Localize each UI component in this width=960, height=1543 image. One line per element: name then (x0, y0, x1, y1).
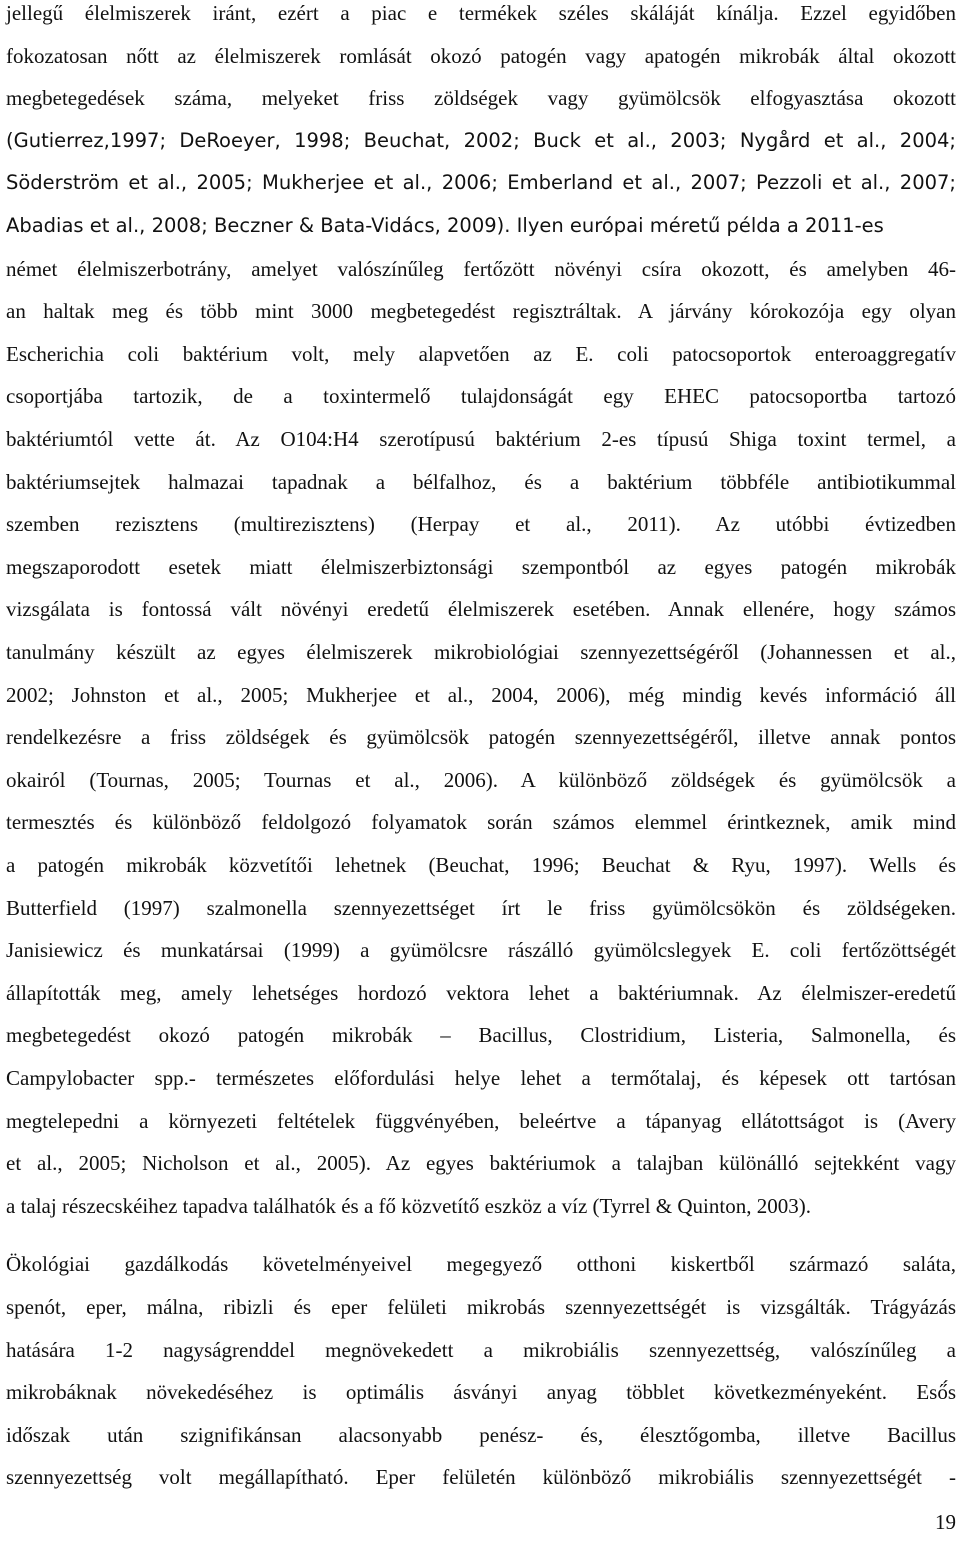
text-line: megtelepedni a környezeti feltételek függvényében, beleértve a tápanyag ellátottságot is (Avery (6, 1108, 956, 1133)
text-line: megbetegedések száma, melyeket friss zöldségek vagy gyümölcsök elfogyasztása okozott (6, 86, 956, 111)
text-line: Campylobacter spp.- természetes előfordulási helye lehet a termőtalaj, és képesek ott tartósan (6, 1066, 956, 1090)
text-line: mikrobáknak növekedéséhez is optimális ásványi anyag többlet következményeként. Eső́s (6, 1380, 956, 1405)
text-line: (Gutierrez,1997; DeRoeyer, 1998; Beuchat, 2002; Buck et al., 2003; Nygård et al., 2004; (6, 128, 956, 152)
text-line: Butterfield (1997) szalmonella szennyezettséget írt le friss gyümölcsökön és zöldségeken. (6, 895, 956, 920)
text-line: spenót, eper, málna, ribizli és eper felületi mikrobás szennyezettségét is vizsgálták. Trágyázás (6, 1295, 956, 1319)
text-line: német élelmiszerbotrány, amelyet valószínűleg fertőzött növényi csíra okozott, és amelyben 46- (6, 256, 956, 281)
text-line: 2002; Johnston et al., 2005; Mukherjee et al., 2004, 2006), még mindig kevés információ áll (6, 682, 956, 707)
text-line: baktériumtól vette át. Az O104:H4 szerotípusú baktérium 2-es típusú Shiga toxint termel, a (6, 427, 956, 451)
text-line: csoportjába tartozik, de a toxintermelő tulajdonságát egy EHEC patocsoportba tartozó (6, 384, 956, 409)
text-line: jellegű élelmiszerek iránt, ezért a piac e termékek széles skáláját kínálja. Ezzel egyidőben (6, 1, 956, 25)
text-line: hatására 1-2 nagyságrenddel megnövekedett a mikrobiális szennyezettség, valószínűleg a (6, 1337, 956, 1362)
text-line: vizsgálata is fontossá vált növényi eredetű élelmiszerek esetében. Annak ellenére, hogy számos (6, 597, 956, 622)
text-line: Escherichia coli baktérium volt, mely alapvetően az E. coli patocsoportok enteroaggregatív (6, 341, 956, 366)
text-line: megszaporodott esetek miatt élelmiszerbiztonsági szempontból az egyes patogén mikrobák (6, 554, 956, 579)
text-line: fokozatosan nőtt az élelmiszerek romlását okozó patogén vagy apatogén mikrobák által okozott (6, 43, 956, 68)
text-line: termesztés és különböző feldolgozó folyamatok során számos elemmel érintkeznek, amik mind (6, 810, 956, 835)
text-line: Abadias et al., 2008; Beczner & Bata-Vidács, 2009). Ilyen európai méretű példa a 2011-es (6, 214, 884, 237)
text-line: rendelkezésre a friss zöldségek és gyümölcsök patogén szennyezettségéről, illetve annak pontos (6, 725, 956, 750)
text-line: a talaj részecskéihez tapadva találhatók és a fő közvetítő eszköz a víz (Tyrrel & Quinton, 2003). (6, 1193, 811, 1218)
text-line: Söderström et al., 2005; Mukherjee et al., 2006; Emberland et al., 2007; Pezzoli et al., 2007; (6, 171, 956, 195)
text-line: szennyezettség volt megállapítható. Eper felületén különböző mikrobiális szennyezettségét - (6, 1465, 956, 1490)
text-line: an haltak meg és több mint 3000 megbetegedést regisztráltak. A járvány kórokozója egy olyan (6, 299, 956, 324)
text-line: időszak után szignifikánsan alacsonyabb penész- és, élesztőgomba, illetve Bacillus (6, 1422, 956, 1447)
text-line: állapították meg, amely lehetséges hordozó vektora lehet a baktériumnak. Az élelmiszer-eredetű (6, 980, 956, 1005)
text-line: a patogén mikrobák közvetítői lehetnek (Beuchat, 1996; Beuchat & Ryu, 1997). Wells és (6, 853, 956, 877)
text-line: megbetegedést okozó patogén mikrobák – Bacillus, Clostridium, Listeria, Salmonella, és (6, 1023, 956, 1048)
text-line: et al., 2005; Nicholson et al., 2005). Az egyes baktériumok a talajban különálló sejtekként vagy (6, 1151, 956, 1176)
text-line: baktériumsejtek halmazai tapadnak a bélfalhoz, és a baktérium többféle antibiotikummal (6, 469, 956, 494)
page-number: 19 (935, 1510, 956, 1534)
text-line: okairól (Tournas, 2005; Tournas et al., 2006). A különböző zöldségek és gyümölcsök a (6, 767, 956, 792)
text-line: Janisiewicz és munkatársai (1999) a gyümölcsre rászálló gyümölcslegyek E. coli fertőzöttségét (6, 938, 956, 963)
text-line: tanulmány készült az egyes élelmiszerek mikrobiológiai szennyezettségéről (Johannessen et al., (6, 640, 956, 664)
text-line: Ökológiai gazdálkodás követelményeivel megegyező otthoni kiskertből származó saláta, (6, 1252, 956, 1277)
text-line: szemben rezisztens (multirezisztens) (Herpay et al., 2011). Az utóbbi évtizedben (6, 512, 956, 537)
